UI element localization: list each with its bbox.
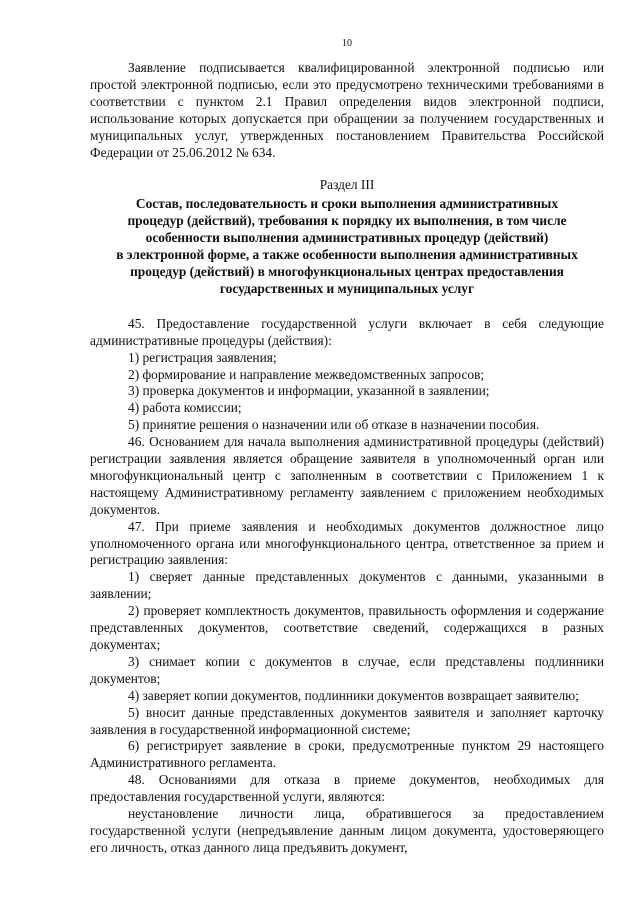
paragraph-46: 46. Основанием для начала выполнения административной процедуры (действий) регистрации заявления является обращение заявителя в уполномоченный орган или многофункциональный центр с заполненным в соответствии с Приложением 1 к настоящему Административному регламенту заявлением с приложением необходимых документов. — [90, 434, 604, 517]
list-item: 4) работа комиссии; — [128, 400, 242, 416]
list-item: 3) проверка документов и информации, указанной в заявлении; — [128, 383, 490, 399]
paragraph-45: 45. Предоставление государственной услуги включает в себя следующие административные процедуры (действия): — [90, 315, 604, 348]
paragraph-48-continuation: неустановление личности лица, обратившегося за предоставлением государственной услуги (непредъявление данным лицом документа, удостоверяющего его личность, отказ данного лица предъявить документ, — [90, 806, 604, 855]
section-heading-line: процедур (действий), требования к порядку их выполнения, в том числе — [127, 213, 567, 229]
section-heading — [90, 196, 604, 297]
page-number: 10 — [342, 38, 352, 49]
section-heading-line: в электронной форме, а также особенности выполнения административных — [116, 247, 578, 263]
paragraph-48: 48. Основаниями для отказа в приеме документов, необходимых для предоставления государственной услуги, являются: — [90, 772, 604, 805]
list-item: 3) снимает копии с документов в случае, если представлены подлинники документов; — [90, 653, 604, 686]
section-title: Раздел III — [319, 177, 375, 193]
section-heading-line: государственных и муниципальных услуг — [219, 280, 475, 296]
list-item: 6) регистрирует заявление в сроки, предусмотренные пунктом 29 настоящего Административного регламента. — [90, 738, 604, 771]
list-item: 2) формирование и направление межведомственных запросов; — [128, 366, 485, 382]
section-heading-line: процедур (действий) в многофункциональных центрах предоставления — [130, 263, 564, 279]
paragraph-47: 47. При приеме заявления и необходимых документов должностное лицо уполномоченного органа или многофункционального центра, ответственное за прием и регистрацию заявления: — [90, 518, 604, 568]
list-item: 5) вносит данные представленных документов заявителя и заполняет карточку заявления в государственной информационной системе; — [90, 704, 604, 737]
list-item: 4) заверяет копии документов, подлинники документов возвращает заявителю; — [128, 687, 579, 703]
list-item: 1) сверяет данные представленных документов с данными, указанными в заявлении; — [90, 569, 604, 602]
intro-paragraph: Заявление подписывается квалифицированной электронной подписью или простой электронной подписью, если это предусмотрено техническими требованиями в соответствии с пунктом 2.1 Правил определения видов электронной подписи, использование которых допускается при обращении за получением государственных и муниципальных услуг, утвержденных постановлением Правительства Российской Федерации от 25.06.2012 № 634. — [90, 60, 604, 160]
list-item: 2) проверяет комплектность документов, правильность оформления и содержание представленных документов, соответствие сведений, содержащихся в разных документах; — [90, 603, 604, 652]
section-heading-line: особенности выполнения административных процедур (действий) — [145, 230, 549, 246]
list-item: 1) регистрация заявления; — [128, 349, 277, 365]
section-heading-line: Состав, последовательность и сроки выполнения административных — [135, 196, 559, 212]
list-item: 5) принятие решения о назначении или об отказе в назначении пособия. — [128, 417, 540, 433]
